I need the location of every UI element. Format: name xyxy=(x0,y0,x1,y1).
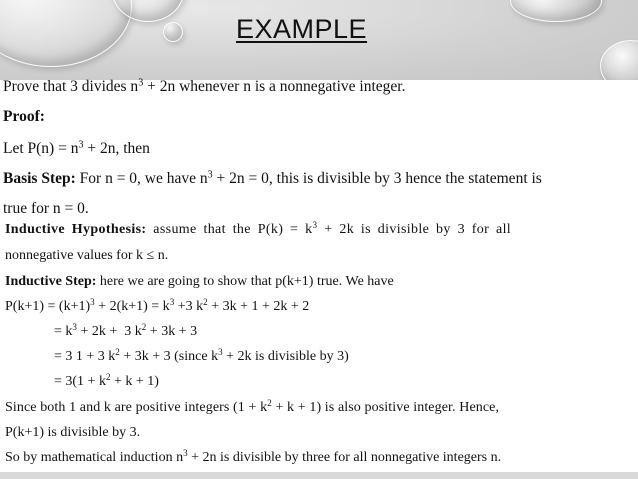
let-definition: Let $P(n) = n^3 + 2n$, then xyxy=(3,139,150,157)
slide-title: EXAMPLE xyxy=(236,14,368,44)
inductive-hypothesis: Inductive Hypothesis: assume that the $P(k) = k^3 + 2k$ is divisible by 3 for all xyxy=(5,220,512,237)
equation-line-2: = $k^3 + 2k + 3$ $k^2 + 3k + 3$ xyxy=(54,322,198,339)
basis-step: Basis Step: For n = 0, we have $n^3 + 2n = 0$, this is divisible by 3 hence the statement is xyxy=(3,169,542,187)
decorative-bubble xyxy=(600,40,638,80)
positivity-argument: Since both 1 and k are positive integers $(1 + k^2 + k + 1)$ is also positive integer. Hence, xyxy=(5,398,500,415)
decorative-bubble xyxy=(0,0,132,67)
positivity-argument-cont: P(k+1) is divisible by 3. xyxy=(5,425,141,440)
inductive-step: Inductive Step: here we are going to show that p(k+1) true. We have xyxy=(5,274,394,289)
equation-line-3: = 3 1 + 3 $k^2 + 3k + 3$ (since $k^3 + 2k$ is divisible by 3) xyxy=(54,347,349,364)
slide-footer-bar xyxy=(0,472,638,479)
inductive-hypothesis-cont: nonnegative values for k ≤ n. xyxy=(5,248,169,263)
slide-header-background xyxy=(0,0,638,80)
proof-label: Proof: xyxy=(3,108,45,125)
equation-line-4: = $3(1 + k^2 + k + 1)$ xyxy=(54,372,159,389)
decorative-bubble xyxy=(163,22,183,42)
conclusion: So by mathematical induction $n^3 + 2n$ is divisible by three for all nonnegative integers n. xyxy=(5,448,502,465)
basis-step-cont: true for n = 0. xyxy=(3,200,89,217)
decorative-bubble xyxy=(510,0,602,22)
problem-statement: Prove that 3 divides $n^3 + 2n$ whenever n is a nonnegative integer. xyxy=(3,77,406,95)
equation-line-1: $P(k+1) = (k+1)^3 + 2(k+1) = k^3 +3$ $k^2 + 3k + 1 + 2k + 2$ xyxy=(5,297,310,314)
